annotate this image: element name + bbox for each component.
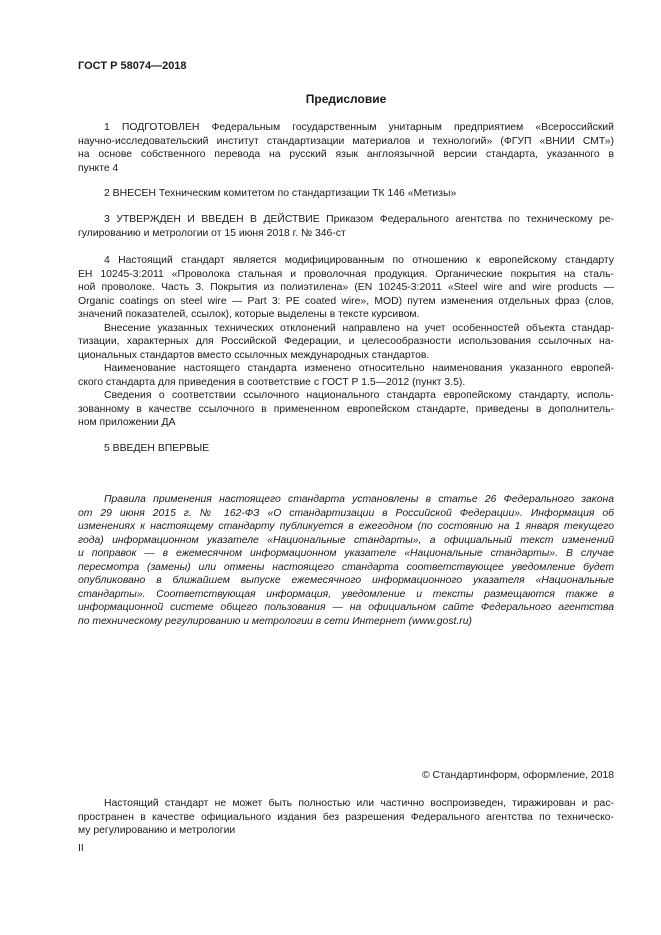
section-3	[78, 213, 614, 240]
text-line: циональных стандартов вместо ссылочных международных стандартов.	[78, 349, 430, 361]
text-line: Внесение указанных технических отклонений направлено на учет особенностей объекта стандар-	[104, 322, 614, 334]
page-title: Предисловие	[305, 92, 387, 106]
text-line: года) информационном указателе «Национальные стандарты», а официальный текст изменений	[78, 534, 614, 546]
text-line: Правила применения настоящего стандарта установлены в статье 26 Федерального закона	[104, 494, 614, 505]
text-line: пространен в качестве официального издания без разрешения Федерального агентства по техническо-	[78, 811, 614, 823]
text-line: пункте 4	[78, 162, 119, 174]
reproduction-notice	[78, 797, 614, 838]
section-2	[78, 187, 614, 201]
section-4	[78, 254, 614, 430]
text-line: стандарты». Соответствующая информация, уведомление и тексты размещаются также в	[78, 588, 614, 600]
text-line: Настоящий стандарт не может быть полностью или частично воспроизведен, тиражирован и рас-	[104, 798, 614, 809]
text-line: 3 УТВЕРЖДЕН И ВВЕДЕН В ДЕЙСТВИЕ Приказом Федерального агентства по техническому ре-	[104, 214, 614, 225]
text-line: тизации, характерных для Российской Федерации, и целесообразности использования ссылочных на-	[78, 336, 614, 347]
text-line: информационной системе общего пользования — на официальном сайте Федерального агентства	[78, 602, 614, 613]
text-line: му регулированию и метрологии	[78, 825, 236, 836]
section-1	[78, 121, 614, 175]
text-line: 4 Настоящий стандарт является модифицированным по отношению к европейскому стандарту	[104, 255, 614, 266]
text-line: опубликовано в ближайшем выпуске ежемесячного информационного указателя «Национальные	[78, 575, 614, 586]
copyright-line: © Стандартинформ, оформление, 2018	[421, 770, 614, 781]
text-line: на основе собственного перевода на русский язык англоязычной версии стандарта, указанного в	[78, 149, 614, 160]
text-line: и поправок — в ежемесячном информационном указателе «Национальные стандарты». В случае	[78, 548, 614, 559]
text-line: Наименование настоящего стандарта изменено относительно наименования указанного европей-	[104, 363, 614, 374]
text-line: по техническому регулированию и метрологии в сети Интернет (www.gost.ru)	[78, 615, 472, 627]
document-header: ГОСТ Р 58074—2018	[78, 60, 187, 72]
text-line: Сведения о соответствии ссылочного национального стандарта европейскому стандарту, исполь-	[104, 390, 614, 401]
text-line: пересмотра (замены) или отмены настоящего стандарта соответствующее уведомление будет	[78, 561, 614, 573]
text-line: научно-исследовательский институт стандартизации материалов и технологий» (ФГУП «ВНИИ СМТ»)	[78, 135, 614, 147]
standard-notice	[78, 493, 614, 628]
text-line: значений показателей, ссылок), которые выделены в тексте курсивом.	[78, 309, 420, 320]
text-line: Organic coatings on steel wire — Part 3: PE coated wire», MOD) путем изменения отдельных фраз (слов,	[78, 295, 614, 307]
text-line: гулированию и метрологии от 15 июня 2018 г. № 346-ст	[78, 227, 346, 239]
text-line: изменениях к настоящему стандарту публикуется в ежегодном (по состоянию на 1 января текущего	[78, 521, 614, 532]
text-line: ского стандарта для приведения в соответствие с ГОСТ Р 1.5—2012 (пункт 3.5).	[78, 376, 466, 388]
text-line: от 29 июня 2015 г. № 162-ФЗ «О стандартизации в Российской Федерации». Информация об	[78, 507, 614, 519]
page-number: II	[78, 843, 84, 854]
text-line: 1 ПОДГОТОВЛЕН Федеральным государственным унитарным предприятием «Всероссийский	[104, 122, 614, 133]
text-line: ЕН 10245-3:2011 «Проволока стальная и проволочная продукция. Органические покрытия на сталь-	[78, 268, 614, 280]
text-line: зованному в качестве ссылочного в примененном европейском стандарте, приведены в дополнитель-	[78, 403, 614, 415]
section-5	[78, 442, 614, 456]
text-line: ной проволоке. Часть 3. Покрытия из полиэтилена» (EN 10245-3:2011 «Steel wire and wire products —	[78, 282, 614, 293]
text-line: 5 ВВЕДЕН ВПЕРВЫЕ	[104, 443, 210, 454]
text-line: ном приложении ДА	[78, 417, 176, 428]
text-line: 2 ВНЕСЕН Техническим комитетом по стандартизации ТК 146 «Метизы»	[104, 188, 457, 199]
